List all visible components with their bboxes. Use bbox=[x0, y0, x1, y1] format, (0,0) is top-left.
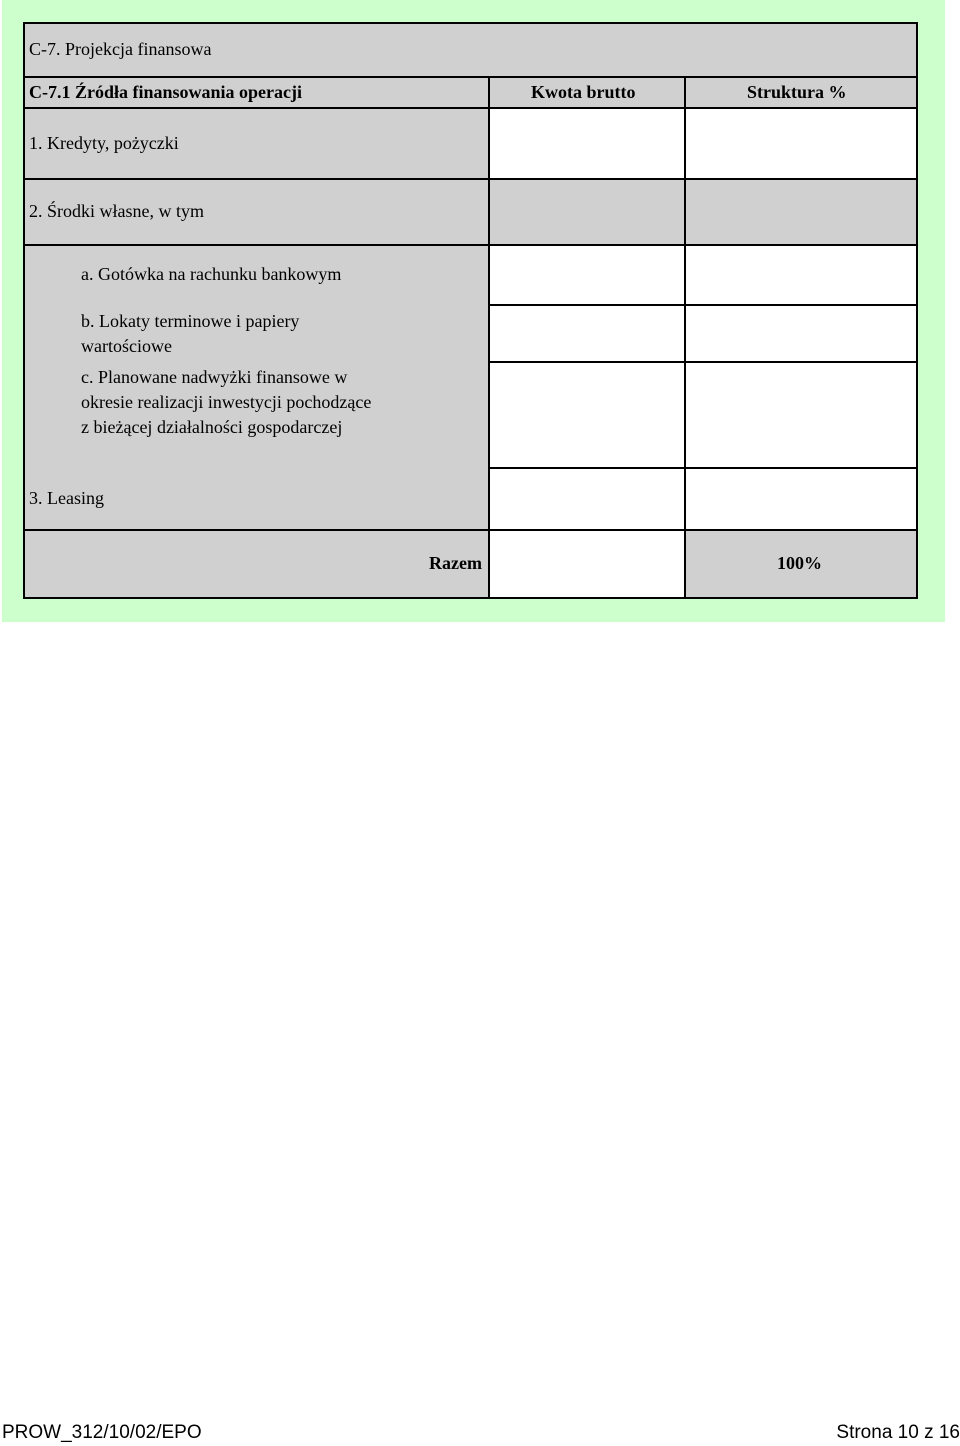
header-amount-label: Kwota brutto bbox=[531, 82, 636, 102]
row-own-funds-structure-cell bbox=[686, 180, 916, 244]
row-surplus-label: c. Planowane nadwyżki finansowe w okresie realizacji inwestycji pochodzące z bieżącej działalności gospodarczej bbox=[81, 367, 372, 437]
section-title: C-7. Projekcja finansowa bbox=[29, 39, 212, 59]
row-loans-label: 1. Kredyty, pożyczki bbox=[29, 133, 179, 153]
row-cash-label: a. Gotówka na rachunku bankowym bbox=[81, 264, 342, 284]
header-source-label: C-7.1 Źródła finansowania operacji bbox=[29, 82, 303, 102]
header-structure-label: Struktura % bbox=[747, 82, 847, 102]
footer-doc-code: PROW_312/10/02/EPO bbox=[2, 1422, 202, 1443]
row-cash-structure-input[interactable] bbox=[686, 246, 916, 304]
total-label-cell bbox=[25, 531, 488, 597]
row-own-funds-amount-cell bbox=[490, 180, 684, 244]
row-surplus-structure-input[interactable] bbox=[686, 363, 916, 467]
row-deposits-structure-input[interactable] bbox=[686, 306, 916, 361]
row-loans-amount-input[interactable] bbox=[490, 109, 684, 178]
row-cash-amount-input[interactable] bbox=[490, 246, 684, 304]
total-label: Razem bbox=[429, 553, 482, 573]
row-leasing-amount-input[interactable] bbox=[490, 469, 684, 529]
row-deposits-amount-input[interactable] bbox=[490, 306, 684, 361]
total-amount-input[interactable] bbox=[490, 531, 684, 597]
row-loans-structure-input[interactable] bbox=[686, 109, 916, 178]
row-leasing-label: 3. Leasing bbox=[29, 488, 104, 508]
row-deposits-label: b. Lokaty terminowe i papiery wartościowe bbox=[81, 311, 300, 356]
row-surplus-amount-input[interactable] bbox=[490, 363, 684, 467]
row-leasing-structure-input[interactable] bbox=[686, 469, 916, 529]
total-structure-value: 100% bbox=[777, 553, 822, 573]
footer-page-number: Strona 10 z 16 bbox=[836, 1422, 960, 1443]
row-own-funds-label: 2. Środki własne, w tym bbox=[29, 201, 204, 221]
